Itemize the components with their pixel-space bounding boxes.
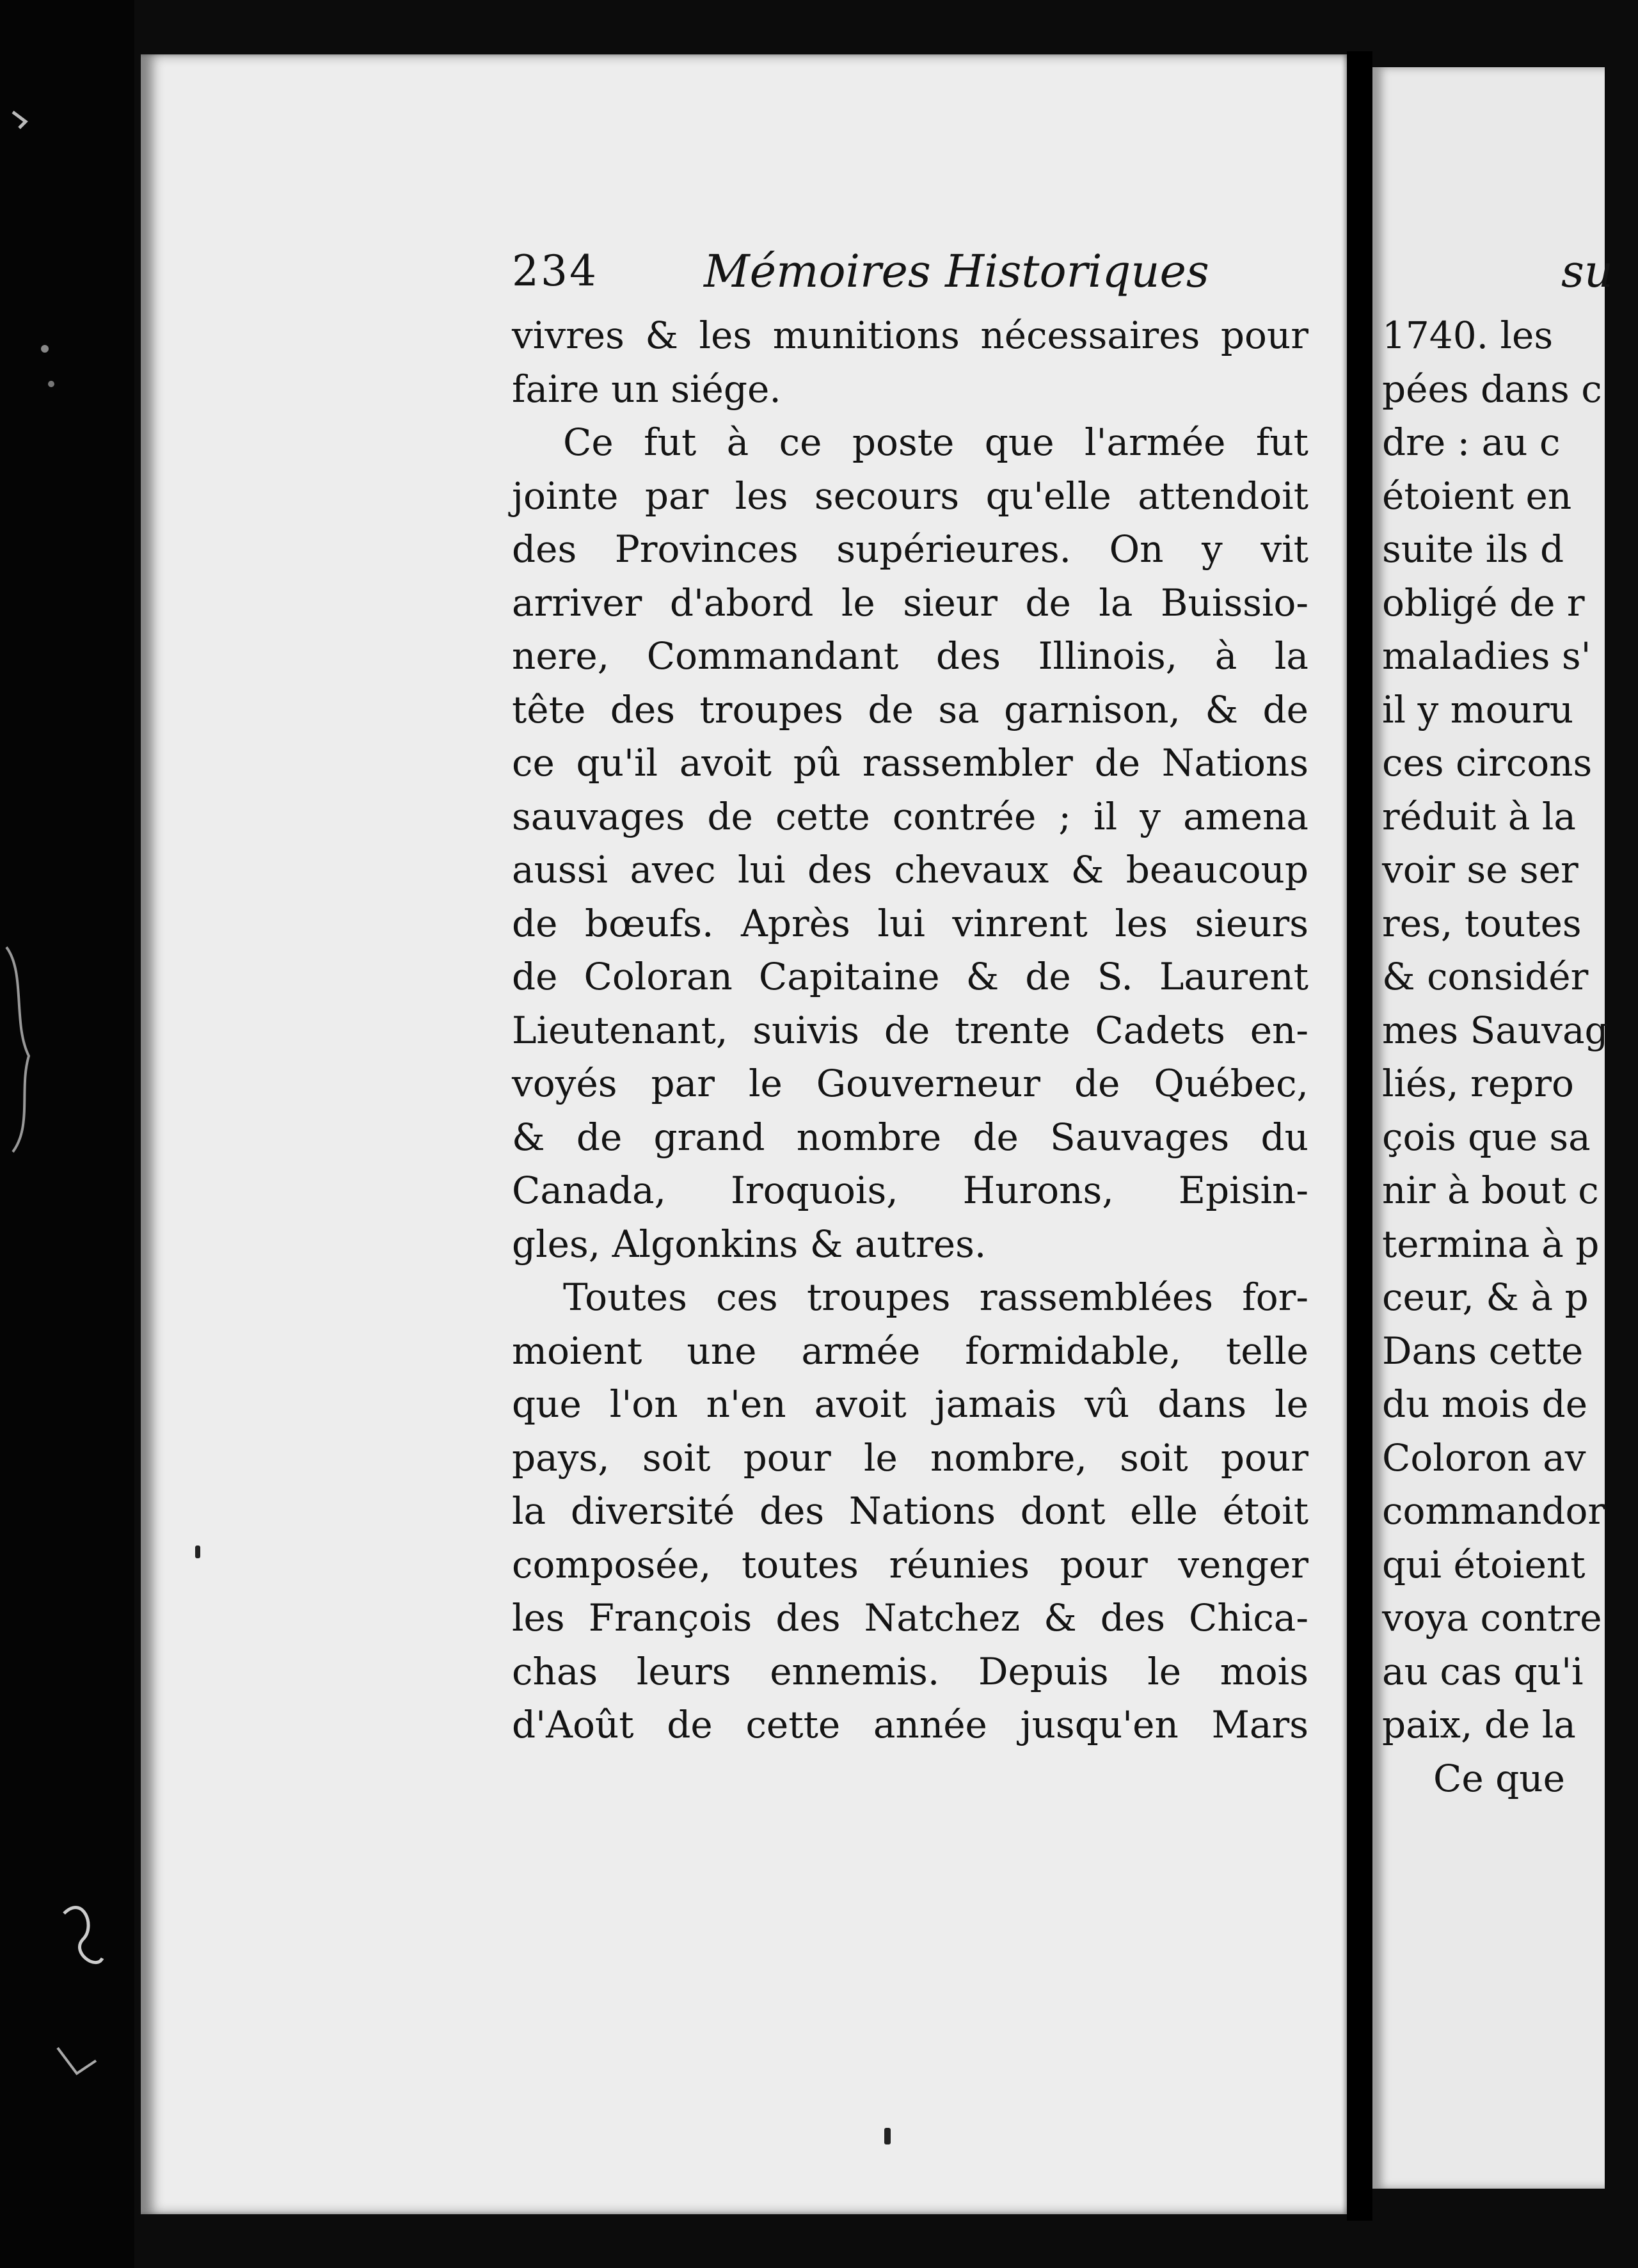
text-line: commandor bbox=[1382, 1489, 1606, 1533]
text-line: maladies s' bbox=[1382, 634, 1591, 678]
text-line: composée, toutes réunies pour venger bbox=[512, 1542, 1308, 1586]
text-line: moient une armée formidable, telle bbox=[512, 1329, 1308, 1373]
left-body-text bbox=[512, 309, 1308, 1752]
text-line: Lieutenant, suivis de trente Cadets en- bbox=[512, 1008, 1308, 1052]
text-line: liés, repro bbox=[1382, 1062, 1574, 1105]
text-line: vivres & les munitions nécessaires pour bbox=[512, 314, 1308, 357]
text-line: & de grand nombre de Sauvages du bbox=[512, 1115, 1308, 1159]
ink-speck bbox=[884, 2128, 891, 2144]
text-line: au cas qu'i bbox=[1382, 1649, 1584, 1693]
text-line: arriver d'abord le sieur de la Buissio- bbox=[512, 580, 1308, 625]
text-line: & considér bbox=[1382, 955, 1589, 998]
text-line: des Provinces supérieures. On y vit bbox=[512, 527, 1308, 571]
text-line: voya contre bbox=[1382, 1596, 1602, 1640]
text-line: Ce fut à ce poste que l'armée fut bbox=[563, 420, 1308, 464]
text-line: étoient en bbox=[1382, 474, 1572, 518]
text-line: suite ils d bbox=[1382, 527, 1564, 571]
running-title-right: su bbox=[1561, 245, 1614, 298]
ink-speck bbox=[195, 1545, 200, 1558]
text-line: faire un siége. bbox=[512, 367, 781, 411]
text-line: nere, Commandant des Illinois, à la bbox=[512, 634, 1308, 678]
text-line: d'Août de cette année jusqu'en Mars bbox=[512, 1703, 1308, 1746]
text-line: res, toutes bbox=[1382, 901, 1582, 945]
text-line: ces circons bbox=[1382, 741, 1593, 785]
running-head bbox=[512, 234, 1308, 309]
text-line: il y mouru bbox=[1382, 687, 1574, 731]
text-line: Canada, Iroquois, Hurons, Episin- bbox=[512, 1169, 1308, 1212]
text-line: que l'on n'en avoit jamais vû dans le bbox=[512, 1382, 1308, 1426]
text-line: paix, de la bbox=[1382, 1703, 1576, 1746]
text-line: aussi avec lui des chevaux & beaucoup bbox=[512, 848, 1308, 891]
right-page-text bbox=[1382, 234, 1638, 1805]
page-number: 234 bbox=[512, 246, 598, 296]
text-line: voyés par le Gouverneur de Québec, bbox=[512, 1062, 1308, 1105]
running-head-right bbox=[1382, 234, 1638, 309]
text-line: pées dans c bbox=[1382, 367, 1602, 411]
right-body-text bbox=[1382, 309, 1638, 1805]
text-line: pays, soit pour le nombre, soit pour bbox=[512, 1435, 1308, 1480]
text-line: réduit à la bbox=[1382, 794, 1576, 838]
text-line: tête des troupes de sa garnison, & de bbox=[512, 687, 1308, 731]
text-line: dre : au c bbox=[1382, 420, 1561, 464]
text-line: voir se ser bbox=[1382, 848, 1578, 891]
text-line: çois que sa bbox=[1382, 1115, 1591, 1159]
text-line: nir à bout c bbox=[1382, 1169, 1599, 1212]
text-line: 1740. les bbox=[1382, 314, 1554, 357]
text-line: chas leurs ennemis. Depuis le mois bbox=[512, 1649, 1308, 1693]
running-title: Mémoires Historiques bbox=[704, 245, 1209, 298]
text-line: obligé de r bbox=[1382, 580, 1585, 625]
text-line: qui étoient bbox=[1382, 1542, 1586, 1586]
text-line: ce qu'il avoit pû rassembler de Nations bbox=[512, 741, 1308, 785]
text-line: gles, Algonkins & autres. bbox=[512, 1222, 987, 1266]
text-line: du mois de bbox=[1382, 1382, 1588, 1426]
text-line: Coloron av bbox=[1382, 1435, 1586, 1480]
text-line: jointe par les secours qu'elle attendoit bbox=[512, 474, 1308, 518]
page-gutter bbox=[1347, 51, 1372, 2221]
page-edge-scratches bbox=[0, 0, 134, 2268]
left-page-text bbox=[512, 234, 1308, 1752]
text-line: sauvages de cette contrée ; il y amena bbox=[512, 794, 1308, 838]
text-line: mes Sauvag bbox=[1382, 1008, 1609, 1052]
text-line: Dans cette bbox=[1382, 1329, 1584, 1373]
text-line: de bœufs. Après lui vinrent les sieurs bbox=[512, 901, 1308, 945]
text-line: ceur, & à p bbox=[1382, 1275, 1589, 1319]
text-line: termina à p bbox=[1382, 1222, 1600, 1266]
text-line: Toutes ces troupes rassemblées for- bbox=[563, 1275, 1308, 1319]
text-line: de Coloran Capitaine & de S. Laurent bbox=[512, 955, 1308, 998]
text-line: la diversité des Nations dont elle étoit bbox=[512, 1489, 1308, 1533]
text-line: les François des Natchez & des Chica- bbox=[512, 1596, 1308, 1640]
text-line: Ce que bbox=[1433, 1756, 1565, 1800]
